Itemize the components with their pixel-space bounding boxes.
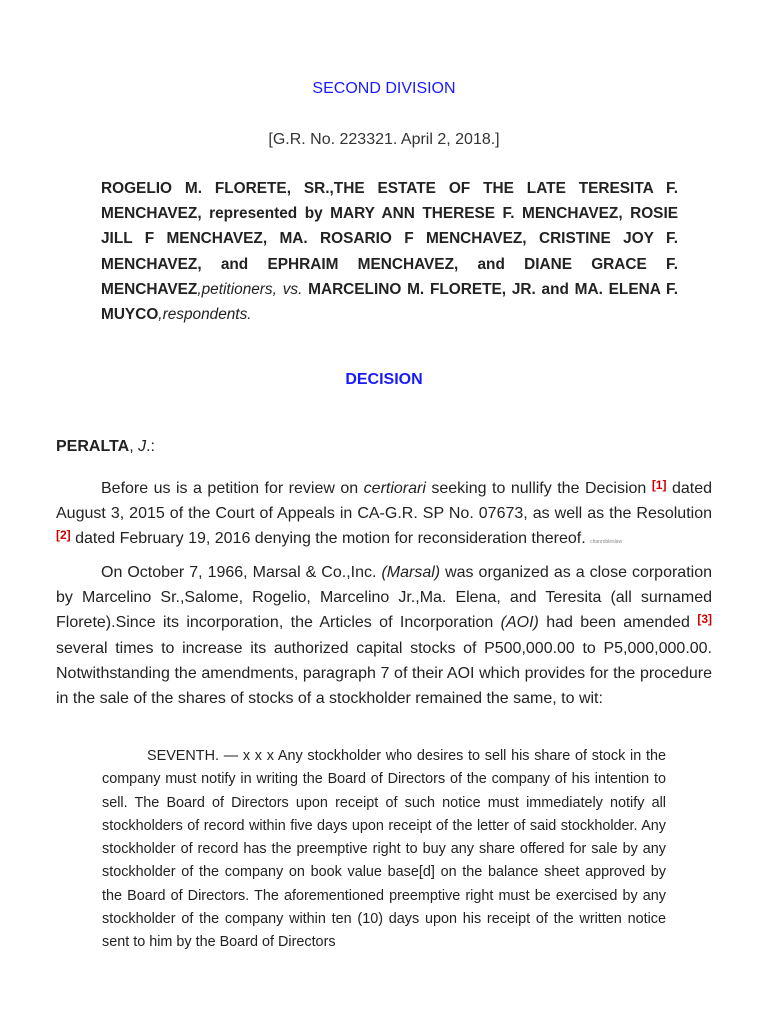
- paragraph-text: Before us is a petition for review on: [101, 480, 364, 497]
- chanrobles-mark: chanrobleslaw: [590, 539, 623, 546]
- ponente-suffix: .:: [146, 438, 155, 455]
- paragraph-text: On October 7, 1966, Marsal & Co.,Inc.: [101, 564, 382, 581]
- paragraph-text: was organized as a close corporation by Marcelino Sr.,Salome, Rogelio, Marcelino Jr.,Ma. Elena, and Teresita (all surnamed Florete).Since its incorporation, the Articles of Incorporation: [56, 564, 713, 632]
- case-number: [G.R. No. 223321. April 2, 2018.]: [268, 131, 500, 148]
- petitioners-names: ROGELIO M. FLORETE, SR.,THE ESTATE OF THE LATE TERESITA F. MENCHAVEZ, represented by MARY ANN THERESE F. MENCHAVEZ, ROSIE JILL F MENCHAVEZ, MA. ROSARIO F MENCHAVEZ, CRISTINE JOY F. MENCHAVEZ, and EPHRAIM MENCHAVEZ, and DIANE GRACE F. MENCHAVEZ: [101, 180, 678, 298]
- quoted-provision: SEVENTH. — x x x Any stockholder who desires to sell his share of stock in the company must notify in writing the Board of Directors of the company of his intention to sell. The Board of Directors upon receipt of such notice must immediately notify all stockholders of record within five days upon receipt of the letter of said stockholder. Any stockholder of record has the preemptive right to buy any share offered for sale by any stockholder of the company on book value base[d] on the balance sheet approved by the Board of Directors. The aforementioned preemptive right must be exercised by any stockholder of the company within ten (10) days upon his receipt of the written notice sent to him by the Board of Directors: [102, 748, 666, 951]
- paragraph-text: had been amended: [538, 614, 698, 632]
- aoi-term: (AOI): [500, 614, 539, 632]
- case-parties: [101, 176, 678, 327]
- paragraph-text: several times to increase its authorized capital stocks of P500,000.00 to P5,000,000.00. Notwithstanding the amendments, paragraph 7 of their AOI which provides for the procedure in the sale of the shares of stocks of a stockholder remained the same, to wit:: [56, 639, 712, 708]
- ponente-name: PERALTA: [56, 438, 130, 455]
- paragraph-text: seeking to nullify the Decision: [425, 480, 652, 497]
- certiorari-term: certiorari: [363, 480, 426, 497]
- parties-end: .: [247, 306, 252, 324]
- respondents-names: MARCELINO M. FLORETE, JR. and MA. ELENA F. MUYCO: [101, 280, 678, 324]
- parties-comma: ,: [272, 280, 283, 298]
- paragraph-background: [56, 560, 712, 711]
- division-heading: SECOND DIVISION: [312, 80, 456, 97]
- ponente-line: [56, 438, 155, 456]
- decision-heading: DECISION: [345, 371, 423, 388]
- footnote-link-3[interactable]: [3]: [697, 612, 712, 627]
- footnote-link-1[interactable]: [1]: [651, 478, 667, 492]
- petitioners-label: ,petitioners: [197, 280, 273, 298]
- ponente-title: J: [138, 438, 147, 455]
- marsal-term: (Marsal): [381, 564, 441, 581]
- paragraph-intro: [56, 476, 712, 556]
- footnote-link-2[interactable]: [2]: [56, 528, 71, 543]
- respondents-label: ,respondents: [158, 306, 248, 324]
- paragraph-text: dated February 19, 2016 denying the motion for reconsideration thereof.: [70, 530, 591, 548]
- versus-label: vs.: [282, 280, 303, 298]
- ponente-comma: ,: [129, 438, 139, 455]
- paragraph-text: dated August 3, 2015 of the Court of Appeals in CA-G.R. SP No. 07673, as well as the Resolution: [56, 480, 713, 523]
